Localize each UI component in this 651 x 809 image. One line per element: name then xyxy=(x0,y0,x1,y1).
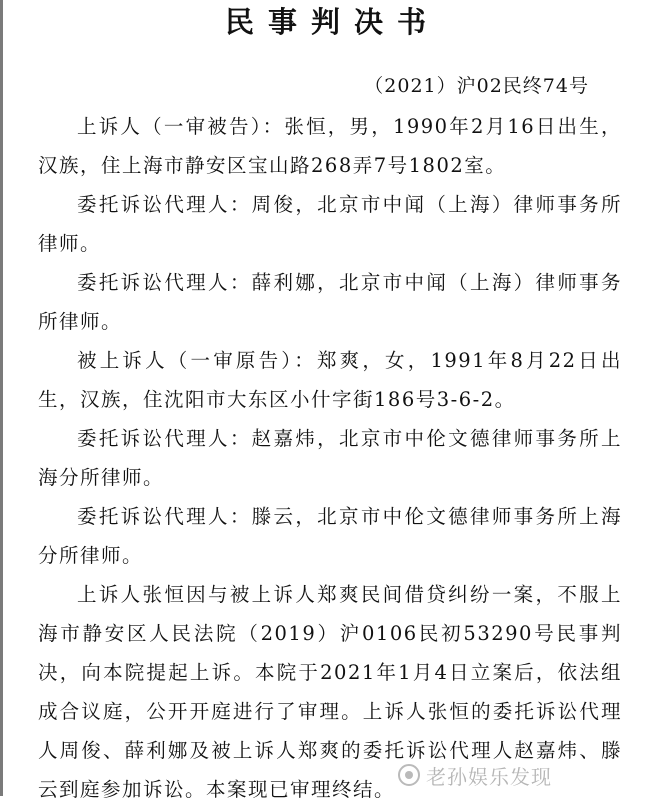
watermark-logo-icon xyxy=(398,764,420,786)
document-body xyxy=(38,107,622,809)
page-edge xyxy=(0,0,3,796)
paragraph-appellant: 上诉人（一审被告）：张恒，男，1990年2月16日出生，汉族，住上海市静安区宝山路268弄7号1802室。 xyxy=(38,115,622,177)
paragraph-appellee: 被上诉人（一审原告）：郑爽，女，1991年8月22日出生，汉族，住沈阳市大东区小什字街186号3-6-2。 xyxy=(38,349,622,411)
document-title: 民事判决书 xyxy=(224,5,440,39)
watermark xyxy=(398,760,552,790)
paragraph-appellee-agent-2: 委托诉讼代理人：滕云，北京市中伦文德律师事务所上海分所律师。 xyxy=(38,505,622,567)
paragraph-appellee-agent-1: 委托诉讼代理人：赵嘉炜，北京市中伦文德律师事务所上海分所律师。 xyxy=(38,427,622,489)
paragraph-appellant-agent-2: 委托诉讼代理人：薛利娜，北京市中闻（上海）律师事务所律师。 xyxy=(38,271,622,333)
paragraph-appellant-agent-1: 委托诉讼代理人：周俊，北京市中闻（上海）律师事务所律师。 xyxy=(38,193,622,255)
case-number: （2021）沪02民终74号 xyxy=(364,75,589,97)
paragraph-case-summary: 上诉人张恒因与被上诉人郑爽民间借贷纠纷一案，不服上海市静安区人民法院（2019）沪0106民初53290号民事判决，向本院提起上诉。本院于2021年1月4日立案后，依法组成合议庭，公开开庭进行了审理。上诉人张恒的委托诉讼代理人周俊、薛利娜及被上诉人郑爽的委托诉讼代理人赵嘉炜、滕云到庭参加诉讼。本案现已审理终结。 xyxy=(38,583,622,801)
watermark-text: 老孙娱乐发现 xyxy=(426,764,552,789)
